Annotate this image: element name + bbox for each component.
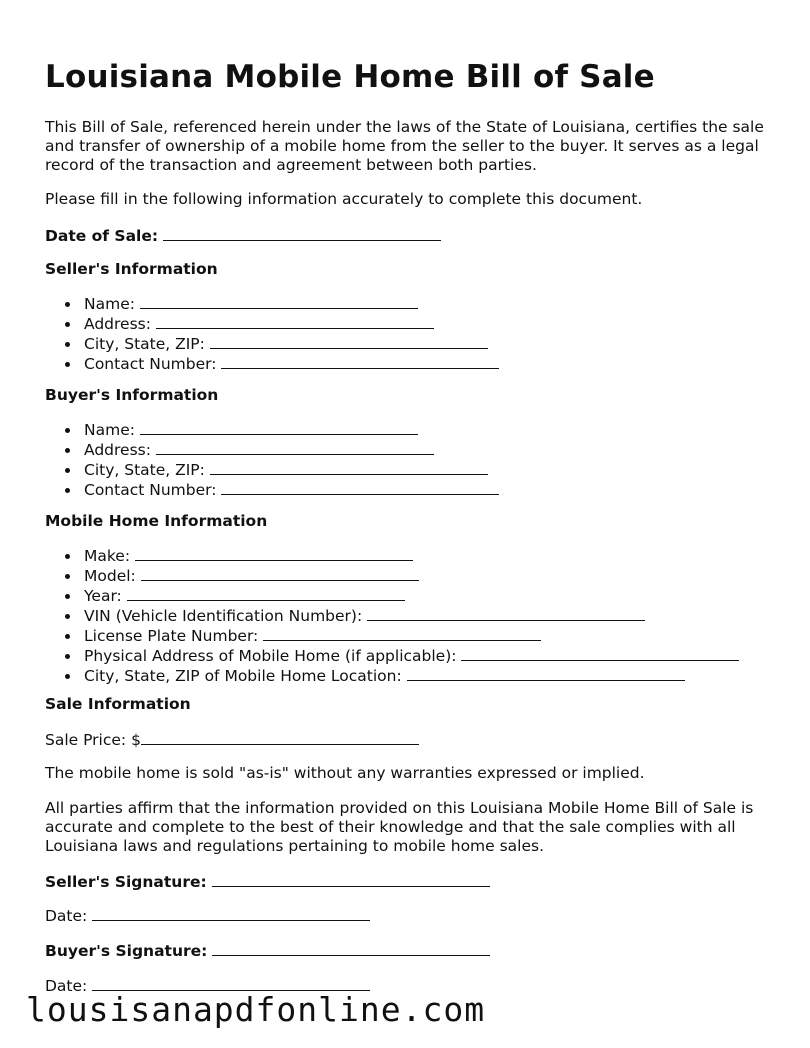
list-item: Contact Number: <box>84 354 499 374</box>
seller-address-field[interactable] <box>156 314 434 329</box>
list-item: VIN (Vehicle Identification Number): <box>84 606 739 626</box>
buyer-heading: Buyer's Information <box>45 386 219 404</box>
date-of-sale-field[interactable] <box>163 226 441 241</box>
seller-signature-line <box>45 872 775 892</box>
list-item: Name: <box>84 420 499 440</box>
intro-paragraph: This Bill of Sale, referenced herein under the laws of the State of Louisiana, certifies the sale and transfer of ownership of a mobile home from the seller to the buyer. It serves as a legal record of the transaction and agreement between both parties. <box>45 118 764 174</box>
buyer-signature-line <box>45 941 775 961</box>
page-title: Louisiana Mobile Home Bill of Sale <box>45 59 655 95</box>
buyer-fields-list <box>45 420 499 500</box>
list-item: Contact Number: <box>84 480 499 500</box>
seller-city-state-zip-field[interactable] <box>210 334 488 349</box>
seller-heading: Seller's Information <box>45 260 218 278</box>
seller-date-line <box>45 906 775 926</box>
mobile-home-fields-list <box>45 546 739 686</box>
affirmation-paragraph: All parties affirm that the information provided on this Louisiana Mobile Home Bill of Sale is accurate and complete to the best of their knowledge and that the sale complies with all Louisiana laws and regulations pertaining to mobile home sales. <box>45 799 754 855</box>
model-field[interactable] <box>141 566 419 581</box>
sale-price-label: Sale Price: $ <box>45 731 141 749</box>
sale-heading: Sale Information <box>45 695 191 713</box>
buyer-date-field[interactable] <box>92 976 370 991</box>
as-is-paragraph: The mobile home is sold "as-is" without any warranties expressed or implied. <box>45 764 645 782</box>
list-item: City, State, ZIP of Mobile Home Location: <box>84 666 739 686</box>
list-item: Make: <box>84 546 739 566</box>
date-of-sale-label: Date of Sale: <box>45 227 159 245</box>
list-item: Address: <box>84 440 499 460</box>
seller-signature-label: Seller's Signature: <box>45 873 207 891</box>
buyer-contact-field[interactable] <box>221 480 499 495</box>
list-item: Year: <box>84 586 739 606</box>
list-item: Name: <box>84 294 499 314</box>
physical-address-field[interactable] <box>461 646 739 661</box>
buyer-name-field[interactable] <box>140 420 418 435</box>
vin-field[interactable] <box>367 606 645 621</box>
seller-contact-field[interactable] <box>221 354 499 369</box>
mobile-home-heading: Mobile Home Information <box>45 512 268 530</box>
year-field[interactable] <box>127 586 405 601</box>
seller-date-field[interactable] <box>92 906 370 921</box>
list-item: City, State, ZIP: <box>84 334 499 354</box>
buyer-address-field[interactable] <box>156 440 434 455</box>
date-of-sale-line <box>45 226 775 246</box>
buyer-date-label: Date: <box>45 977 88 995</box>
list-item: Address: <box>84 314 499 334</box>
list-item: Model: <box>84 566 739 586</box>
buyer-city-state-zip-field[interactable] <box>210 460 488 475</box>
buyer-signature-field[interactable] <box>212 941 490 956</box>
seller-name-field[interactable] <box>140 294 418 309</box>
make-field[interactable] <box>135 546 413 561</box>
sale-price-line <box>45 730 775 750</box>
buyer-signature-label: Buyer's Signature: <box>45 942 208 960</box>
seller-signature-field[interactable] <box>212 872 490 887</box>
location-city-state-zip-field[interactable] <box>407 666 685 681</box>
list-item: License Plate Number: <box>84 626 739 646</box>
watermark: lousisanapdfonline.com <box>26 990 486 1029</box>
seller-date-label: Date: <box>45 907 88 925</box>
license-plate-field[interactable] <box>263 626 541 641</box>
list-item: City, State, ZIP: <box>84 460 499 480</box>
list-item: Physical Address of Mobile Home (if applicable): <box>84 646 739 666</box>
sale-price-field[interactable] <box>141 730 419 745</box>
seller-fields-list <box>45 294 499 374</box>
instruction-paragraph: Please fill in the following information accurately to complete this document. <box>45 190 643 208</box>
